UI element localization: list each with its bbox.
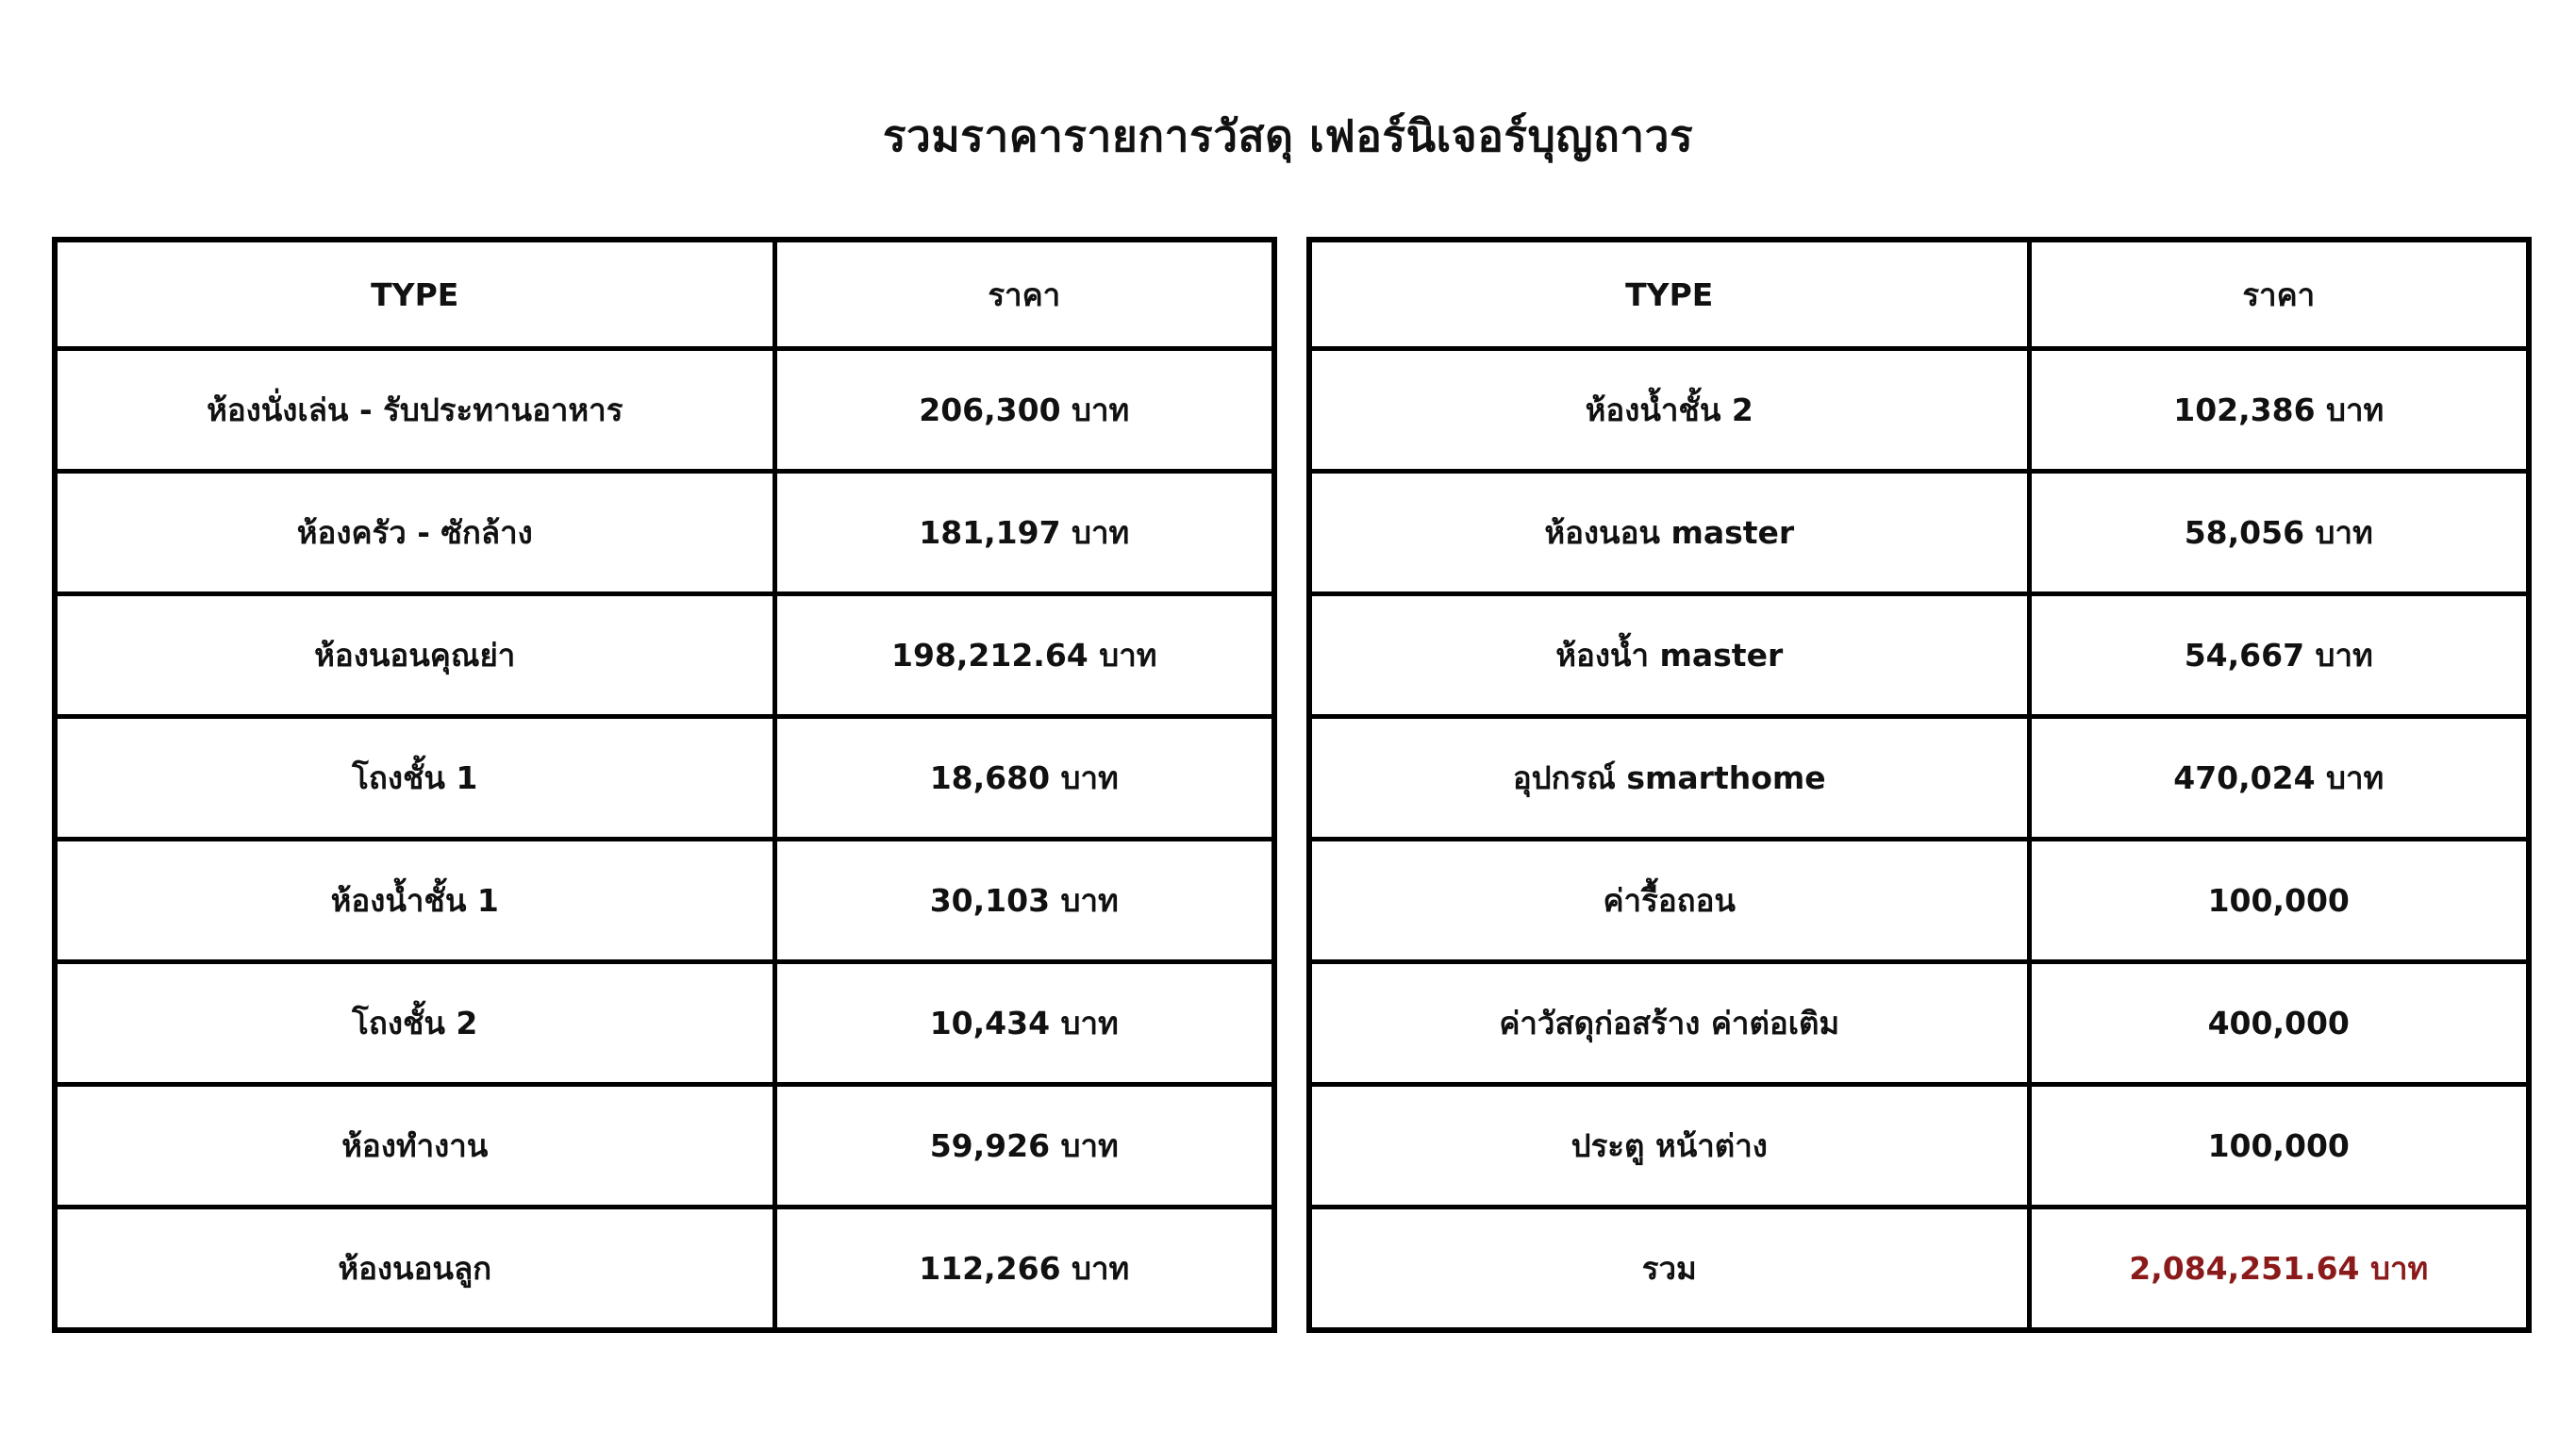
- column-header-type: TYPE: [1309, 240, 2029, 349]
- row-type: ห้องนอน master: [1309, 472, 2029, 594]
- page-title: รวมราคารายการวัสดุ เฟอร์นิเจอร์บุญถาวร: [882, 110, 1694, 161]
- table-row: [55, 472, 1274, 594]
- table-row: [1309, 594, 2529, 717]
- table-row: [1309, 1085, 2529, 1208]
- row-type: ประตู หน้าต่าง: [1309, 1085, 2029, 1208]
- row-type: ห้องครัว - ซักล้าง: [55, 472, 774, 594]
- row-price: 18,680 บาท: [774, 717, 1274, 840]
- column-header-price: ราคา: [774, 240, 1274, 349]
- column-header-price: ราคา: [2029, 240, 2529, 349]
- table-row: [55, 1208, 1274, 1331]
- total-amount: 2,084,251.64 บาท: [2029, 1208, 2529, 1331]
- row-price: 206,300 บาท: [774, 349, 1274, 472]
- row-type: ห้องน้ำ master: [1309, 594, 2029, 717]
- row-price: 10,434 บาท: [774, 962, 1274, 1085]
- price-table-left: [52, 237, 1277, 1333]
- price-table-right: [1306, 237, 2532, 1333]
- table-row: [1309, 472, 2529, 594]
- column-header-type: TYPE: [55, 240, 774, 349]
- table-row: [1309, 717, 2529, 840]
- row-price: 112,266 บาท: [774, 1208, 1274, 1331]
- row-price: 100,000: [2029, 840, 2529, 962]
- row-type: ห้องน้ำชั้น 1: [55, 840, 774, 962]
- table-row: [55, 349, 1274, 472]
- row-type: ห้องนอนลูก: [55, 1208, 774, 1331]
- table-row: [1309, 962, 2529, 1085]
- row-type: ห้องน้ำชั้น 2: [1309, 349, 2029, 472]
- row-price: 102,386 บาท: [2029, 349, 2529, 472]
- row-price: 54,667 บาท: [2029, 594, 2529, 717]
- row-type: อุปกรณ์ smarthome: [1309, 717, 2029, 840]
- row-type: ค่าวัสดุก่อสร้าง ค่าต่อเติม: [1309, 962, 2029, 1085]
- table-header-row: [55, 240, 1274, 349]
- table-row: [55, 1085, 1274, 1208]
- row-price: 100,000: [2029, 1085, 2529, 1208]
- row-type: ห้องทำงาน: [55, 1085, 774, 1208]
- total-row: [1309, 1208, 2529, 1331]
- row-type: ห้องนอนคุณย่า: [55, 594, 774, 717]
- table-header-row: [1309, 240, 2529, 349]
- total-label: รวม: [1309, 1208, 2029, 1331]
- table-row: [1309, 349, 2529, 472]
- row-price: 181,197 บาท: [774, 472, 1274, 594]
- row-price: 470,024 บาท: [2029, 717, 2529, 840]
- row-price: 400,000: [2029, 962, 2529, 1085]
- row-price: 58,056 บาท: [2029, 472, 2529, 594]
- table-row: [55, 594, 1274, 717]
- row-price: 30,103 บาท: [774, 840, 1274, 962]
- table-row: [55, 962, 1274, 1085]
- row-type: โถงชั้น 1: [55, 717, 774, 840]
- table-row: [55, 840, 1274, 962]
- row-price: 59,926 บาท: [774, 1085, 1274, 1208]
- table-row: [1309, 840, 2529, 962]
- row-type: ห้องนั่งเล่น - รับประทานอาหาร: [55, 349, 774, 472]
- row-type: โถงชั้น 2: [55, 962, 774, 1085]
- row-type: ค่ารื้อถอน: [1309, 840, 2029, 962]
- table-row: [55, 717, 1274, 840]
- row-price: 198,212.64 บาท: [774, 594, 1274, 717]
